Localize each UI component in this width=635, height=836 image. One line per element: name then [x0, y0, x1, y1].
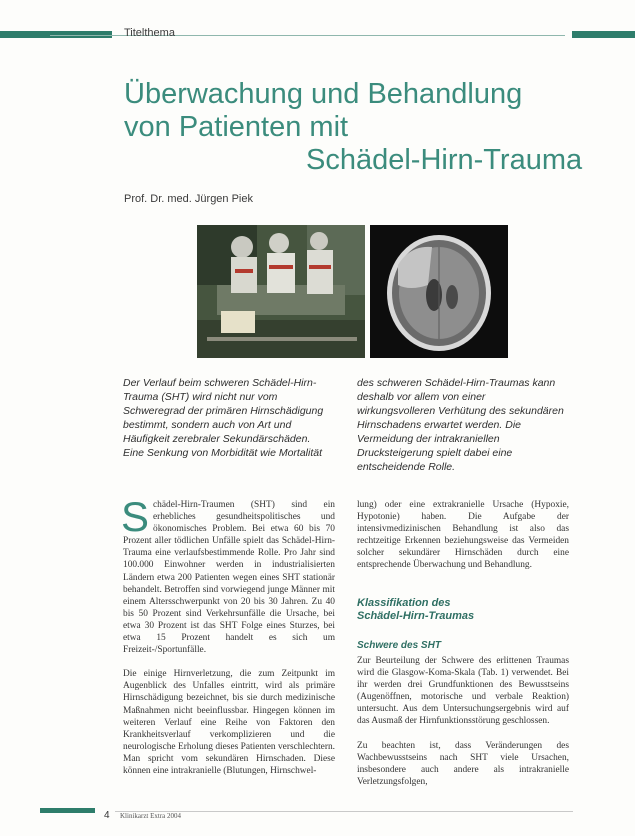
article-title: [124, 78, 584, 177]
drop-cap: S: [121, 493, 150, 540]
intro-text-left: Der Verlauf beim schweren Schädel-Hirn-Trauma (SHT) wird nicht nur vom Schweregrad der primären Hirnschädigung bestimmt, sondern auch von Art und Häufigkeit zerebraler Sekundärschäden. Eine Senkung von Morbidität wie Mortalität: [123, 377, 324, 459]
title-line-1: Überwachung und Behandlung: [124, 78, 523, 110]
section-heading: [357, 597, 569, 623]
rescue-scene-image: [197, 225, 365, 358]
title-line-3: Schädel-Hirn-Trauma: [306, 144, 583, 176]
subsection-heading: Schwere des SHT: [357, 640, 441, 651]
title-line-2: von Patienten mit: [124, 111, 349, 143]
section-heading-line-2: Schädel-Hirn-Traumas: [357, 610, 475, 622]
body-column-right: [357, 499, 569, 572]
journal-name: Klinikarzt Extra 2004: [120, 812, 182, 820]
section-label: Titelthema: [124, 27, 175, 39]
body-paragraph-5: Zu beachten ist, dass Veränderungen des Wachbewusstseins nach SHT viele Ursachen, insbesondere auch andere als intrakranielle Verletzungsfolgen,: [357, 740, 569, 787]
footer-rule: [115, 811, 573, 812]
body-paragraph-4: Zur Beurteilung der Schwere des erlittenen Traumas wird die Glasgow-Koma-Skala (Tab. 1) verwendet. Bei ihr werden drei Grundfunktionen des Bewusstseins (Augenöffnen, motorische und verbale Reaktion) untersucht. Aus dem Untersuchungsergebnis wird auf das Ausmaß der Hirnfunktionsstörung geschlossen.: [357, 656, 569, 727]
body-paragraph-1: [121, 493, 335, 656]
footer-accent-bar: [40, 808, 95, 813]
body-paragraph-1-text: chädel-Hirn-Traumen (SHT) sind ein erhebliches gesundheitspolitisches und ökonomisches Problem. Bei etwa 60 bis 70 Prozent aller tödlichen Unfälle spielt das Schädel-Hirn-Trauma eine verlaufsbestimmende Rolle. Pro Jahr sind 100.000 Einwohner werden in industrialisierten Ländern etwa 200 Patienten wegen eines SHT stationär behandelt. Betroffen sind vorwiegend junge Männer mit einem Altersschwerpunkt von 20 bis 30 Jahren. Zu 40 bis 50 Prozent sind Verkehrsunfälle die Ursache, bei etwa 30 Prozent ist das SHT Folge eines Sturzes, bei etwa 15 Prozent handelt es sich um Freizeit-/Sportunfälle.: [123, 500, 335, 656]
author-byline: Prof. Dr. med. Jürgen Piek: [124, 193, 253, 205]
ct-scan-image: [370, 225, 508, 358]
page-number: 4: [104, 810, 110, 821]
intro-text-right: des schweren Schädel-Hirn-Traumas kann deshalb vor allem von einer wirkungsvolleren Verhütung des sekundären Hirnschadens erwartet werden. Die Vermeidung der intrakraniellen Drucksteigerung spielt dabei eine entscheidende Rolle.: [357, 377, 564, 473]
body-column-left: [121, 493, 335, 777]
body-paragraph-3: lung) oder eine extrakranielle Ursache (Hypoxie, Hypotonie) haben. Die Aufgabe der intensivmedizinischen Behandlung ist also das rechtzeitige Erkennen beziehungsweise das Vermeiden solcher sekundärer Hirnschäden durch eine entsprechende Überwachung und Behandlung.: [357, 500, 569, 571]
rescue-photo: [197, 225, 365, 358]
section-heading-line-1: Klassifikation des: [357, 597, 451, 609]
body-column-right-lower: [357, 655, 569, 788]
brain-ct-image: [370, 225, 508, 358]
body-paragraph-2: Die einige Hirnverletzung, die zum Zeitpunkt im Augenblick des Unfalles eintritt, wird als primäre Hirnschädigung bezeichnet, bis sie durch medizinische Maßnahmen nicht beeinflussbar. Hingegen können im weiteren Verlauf eine Reihe von Faktoren den Krankheitsverlauf verkomplizieren und die neurologische Erholung dieses Patienten verschlechtern. Man spricht vom sekundären Hirnschaden. Diese können eine intrakranielle (Blutungen, Hirnschwel-: [123, 669, 335, 776]
header-accent-bar-right: [572, 31, 635, 38]
